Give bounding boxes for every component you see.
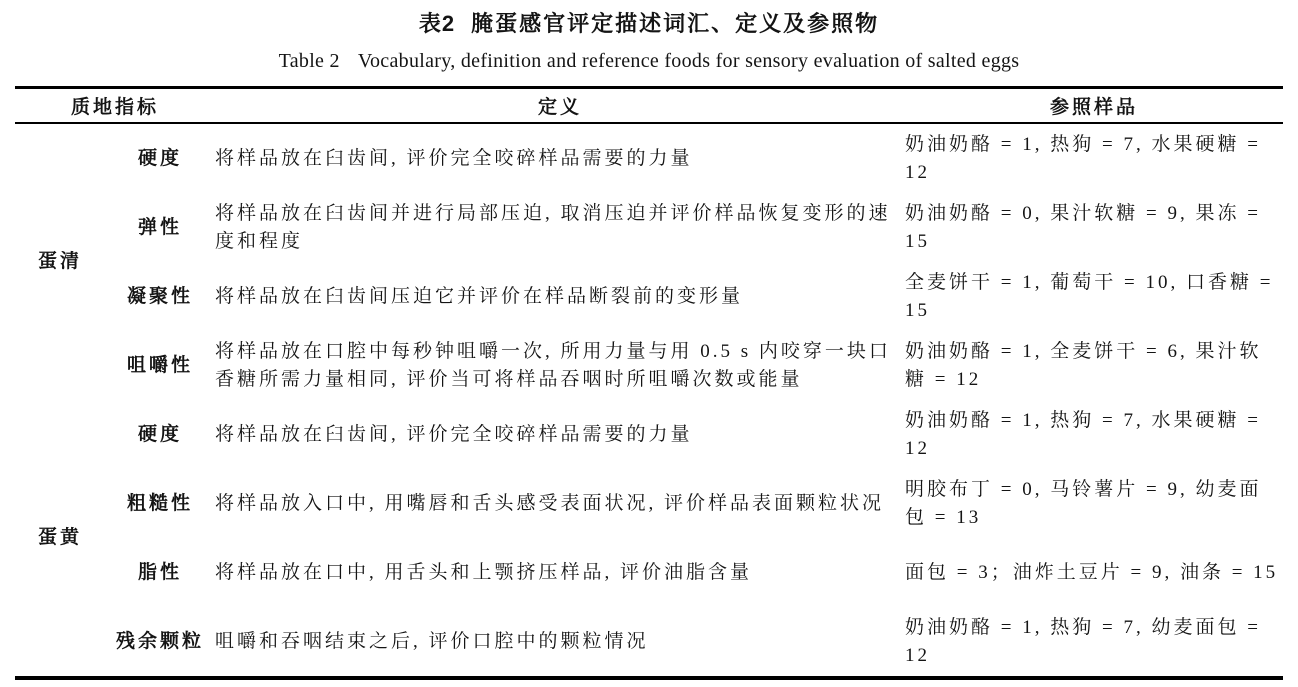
table-row — [15, 538, 1283, 607]
header-row — [15, 88, 1283, 124]
definition-cell: 将样品放在口腔中每秒钟咀嚼一次, 所用力量与用 0.5 s 内咬穿一块口香糖所需力量相同, 评价当可将样品吞咽时所咀嚼次数或能量 — [215, 340, 891, 390]
indicator-cell: 咀嚼性 — [127, 354, 194, 376]
header-texture-indicator: 质地指标 — [15, 88, 215, 124]
header-definition: 定义 — [215, 88, 905, 124]
indicator-cell: 硬度 — [138, 147, 183, 169]
group-label-egg-yolk: 蛋黄 — [37, 527, 82, 548]
table-body — [15, 123, 1283, 678]
table-row — [15, 262, 1283, 331]
table-row — [15, 469, 1283, 538]
table-row — [15, 193, 1283, 262]
table-row — [15, 331, 1283, 400]
table-row — [15, 607, 1283, 678]
reference-cell: 面包 = 3；油炸土豆片 = 9, 油条 = 15 — [905, 561, 1279, 583]
header-reference-sample: 参照样品 — [905, 88, 1283, 124]
table-caption-en: Vocabulary, definition and reference foods for sensory evaluation of salted eggs — [357, 50, 1020, 72]
table-number-en: Table 2 — [278, 50, 340, 72]
definition-cell: 将样品放在口中, 用舌头和上颚挤压样品, 评价油脂含量 — [215, 561, 753, 583]
reference-cell: 奶油奶酪 = 1, 热狗 = 7, 幼麦面包 = 12 — [905, 616, 1261, 666]
table-row — [15, 400, 1283, 469]
table-titles — [0, 0, 1298, 73]
table-caption-cn: 腌蛋感官评定描述词汇、定义及参照物 — [471, 11, 880, 36]
table-title-english — [0, 49, 1298, 73]
indicator-cell: 硬度 — [138, 423, 183, 445]
indicator-cell: 弹性 — [138, 216, 183, 238]
definition-cell: 将样品放在臼齿间压迫它并评价在样品断裂前的变形量 — [215, 285, 744, 307]
indicator-cell: 脂性 — [138, 561, 183, 583]
sensory-evaluation-table — [15, 86, 1283, 680]
table-number-cn: 表2 — [418, 11, 456, 36]
table-title-chinese — [0, 0, 1298, 37]
reference-cell: 奶油奶酪 = 0, 果汁软糖 = 9, 果冻 = 15 — [905, 202, 1261, 252]
indicator-cell: 残余颗粒 — [116, 630, 205, 652]
indicator-cell: 粗糙性 — [127, 492, 194, 514]
reference-cell: 全麦饼干 = 1, 葡萄干 = 10, 口香糖 = 15 — [905, 271, 1274, 321]
reference-cell: 明胶布丁 = 0, 马铃薯片 = 9, 幼麦面包 = 13 — [905, 478, 1262, 528]
definition-cell: 将样品放入口中, 用嘴唇和舌头感受表面状况, 评价样品表面颗粒状况 — [215, 492, 885, 514]
reference-cell: 奶油奶酪 = 1, 热狗 = 7, 水果硬糖 = 12 — [905, 409, 1261, 459]
definition-cell: 将样品放在臼齿间并进行局部压迫, 取消压迫并评价样品恢复变形的速度和程度 — [215, 202, 891, 252]
table-row — [15, 123, 1283, 193]
group-label-egg-white: 蛋清 — [37, 251, 82, 272]
table-header — [15, 88, 1283, 124]
definition-cell: 将样品放在臼齿间, 评价完全咬碎样品需要的力量 — [215, 147, 693, 169]
indicator-cell: 凝聚性 — [127, 285, 194, 307]
reference-cell: 奶油奶酪 = 1, 全麦饼干 = 6, 果汁软糖 = 12 — [905, 340, 1262, 390]
reference-cell: 奶油奶酪 = 1, 热狗 = 7, 水果硬糖 = 12 — [905, 133, 1261, 183]
definition-cell: 咀嚼和吞咽结束之后, 评价口腔中的颗粒情况 — [215, 630, 649, 652]
definition-cell: 将样品放在臼齿间, 评价完全咬碎样品需要的力量 — [215, 423, 693, 445]
